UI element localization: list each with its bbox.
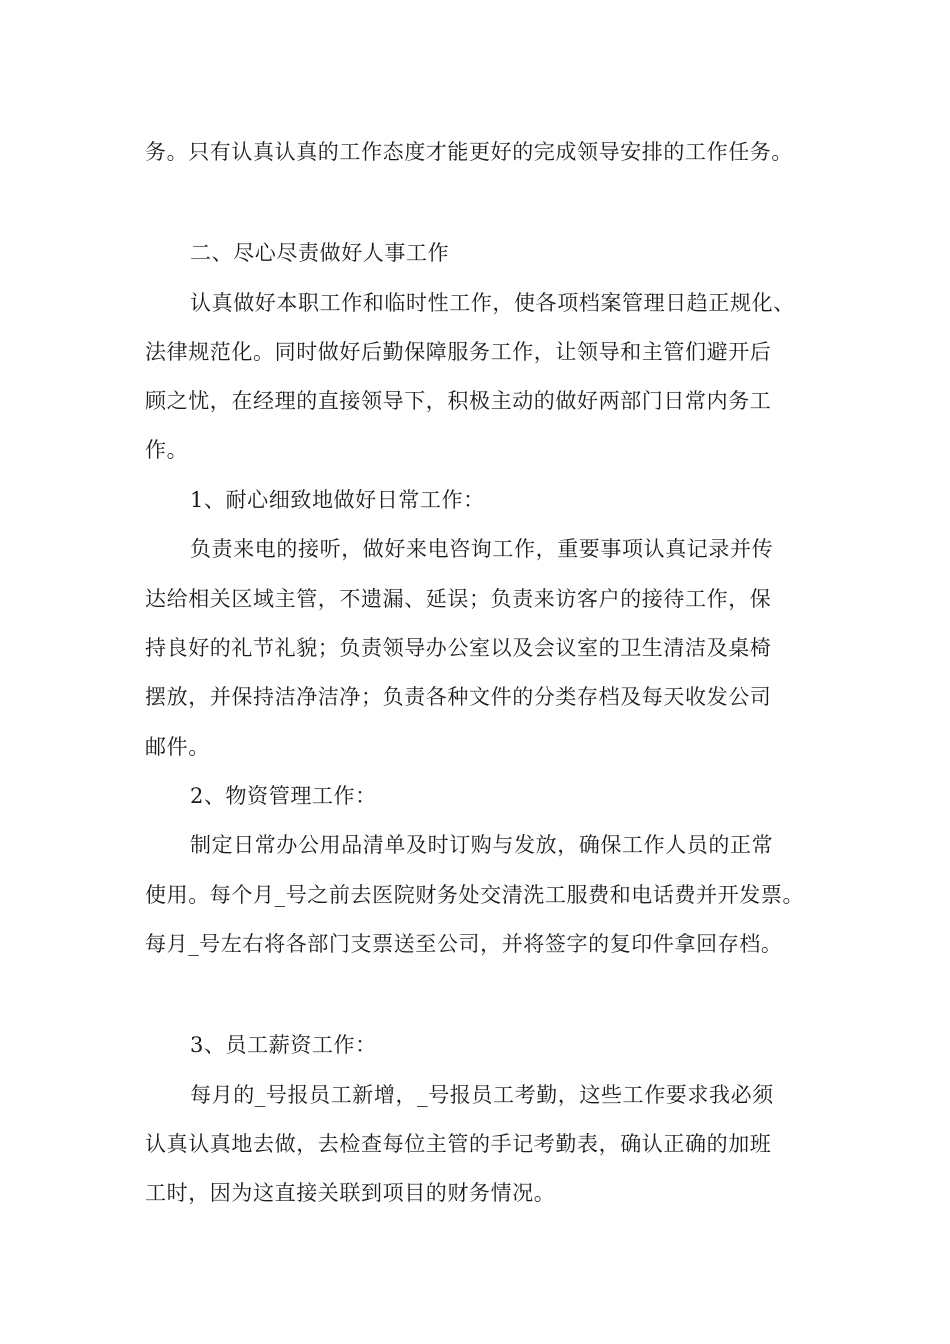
section-2-heading: 二、尽心尽责做好人事工作 xyxy=(190,241,450,265)
item-2-paragraph-line: 制定日常办公用品清单及时订购与发放，确保工作人员的正常 xyxy=(190,833,774,857)
intro-tail-line: 务。只有认真认真的工作态度才能更好的完成领导安排的工作任务。 xyxy=(145,140,793,164)
section-2-paragraph-line: 作。 xyxy=(145,438,189,462)
item-2-heading: 2、物资管理工作： xyxy=(190,784,377,808)
section-2-paragraph-line: 法律规范化。同时做好后勤保障服务工作，让领导和主管们避开后 xyxy=(145,340,772,364)
item-1-paragraph-line: 摆放，并保持洁净洁净；负责各种文件的分类存档及每天收发公司 xyxy=(145,685,772,709)
item-1-heading: 1、耐心细致地做好日常工作： xyxy=(190,488,485,512)
item-1-paragraph-line: 负责来电的接听，做好来电咨询工作，重要事项认真记录并传 xyxy=(190,537,774,561)
item-1-paragraph-line: 达给相关区域主管，不遗漏、延误；负责来访客户的接待工作，保 xyxy=(145,587,772,611)
item-2-paragraph-line: 使用。每个月_号之前去医院财务处交清洗工服费和电话费并开发票。 xyxy=(145,883,805,907)
section-2-paragraph-line: 顾之忧，在经理的直接领导下，积极主动的做好两部门日常内务工 xyxy=(145,389,772,413)
item-3-paragraph-line: 认真认真地去做，去检查每位主管的手记考勤表，确认正确的加班 xyxy=(145,1132,772,1156)
item-3-paragraph-line: 每月的_号报员工新增，_号报员工考勤，这些工作要求我必须 xyxy=(190,1083,774,1107)
item-3-heading: 3、员工薪资工作： xyxy=(190,1033,377,1057)
item-1-paragraph-line: 持良好的礼节礼貌；负责领导办公室以及会议室的卫生清洁及桌椅 xyxy=(145,636,772,660)
item-3-paragraph-line: 工时，因为这直接关联到项目的财务情况。 xyxy=(145,1181,556,1205)
item-1-paragraph-line: 邮件。 xyxy=(145,735,210,759)
item-2-paragraph-line: 每月_号左右将各部门支票送至公司，并将签字的复印件拿回存档。 xyxy=(145,932,783,956)
section-2-paragraph-line: 认真做好本职工作和临时性工作，使各项档案管理日趋正规化、 xyxy=(190,291,795,315)
